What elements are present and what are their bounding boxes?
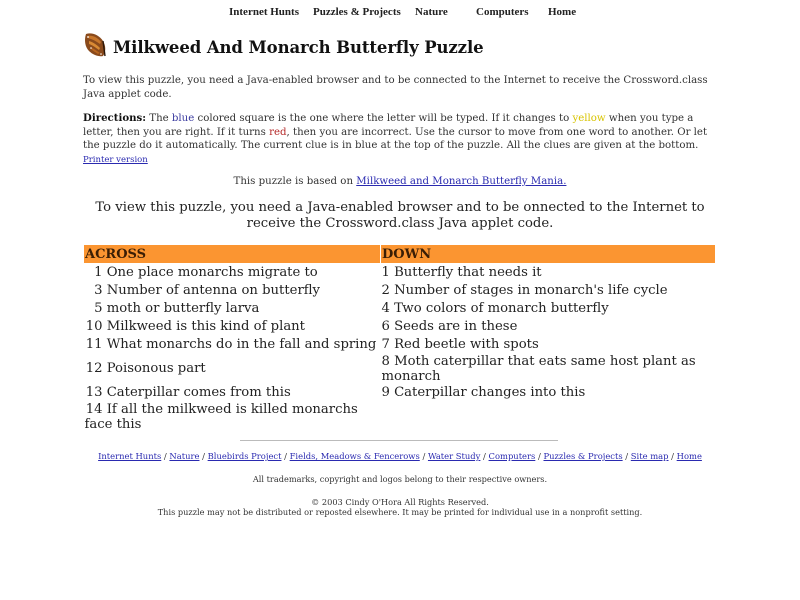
footer-link-computers[interactable]: Computers xyxy=(488,451,536,461)
down-clue: 8 Moth caterpillar that eats same host plant as monarch xyxy=(381,353,696,384)
clue-row xyxy=(84,384,716,402)
footer-link-water-study[interactable]: Water Study xyxy=(427,451,481,461)
directions-text: colored square is the one where the letter will be typed. If it changes to xyxy=(194,113,573,124)
directions-text: The xyxy=(146,113,172,124)
down-clue xyxy=(381,402,716,432)
footer-link-home[interactable]: Home xyxy=(676,451,702,461)
clue-row xyxy=(84,300,716,318)
blue-word: blue xyxy=(171,113,195,124)
page-title: Milkweed And Monarch Butterfly Puzzle xyxy=(113,37,484,57)
directions xyxy=(83,112,723,167)
clue-row xyxy=(84,354,716,384)
directions-text: , then you are incorrect. Use the cursor to move from one word to another. Or let the puzzle do it automatically. The current clue is in blue at the top of the puzzle. All the clues are given at the bottom. xyxy=(83,126,708,151)
footer-link-fields-meadows[interactable]: Fields, Meadows & Fencerows xyxy=(289,451,420,461)
down-clue: 4 Two colors of monarch butterfly xyxy=(381,301,609,316)
copyright-notice: © 2003 Cindy O'Hora All Rights Reserved. xyxy=(311,497,489,507)
nav-nature[interactable]: Nature xyxy=(415,6,448,18)
clues-table xyxy=(83,244,716,432)
based-on xyxy=(0,176,800,187)
footer-link-bluebirds-project[interactable]: Bluebirds Project xyxy=(207,451,282,461)
down-clue: 1 Butterfly that needs it xyxy=(381,265,542,281)
across-clue: 1 One place monarchs migrate to xyxy=(94,265,318,281)
across-clue: 13 Caterpillar comes from this xyxy=(85,385,291,400)
footer-link-nature[interactable]: Nature xyxy=(169,451,200,461)
clue-row xyxy=(84,264,716,282)
source-link[interactable]: Milkweed and Monarch Butterfly Mania. xyxy=(356,176,567,187)
page-header xyxy=(83,32,484,62)
footer-divider xyxy=(240,440,558,441)
across-clue: 10 Milkweed is this kind of plant xyxy=(85,319,305,334)
down-clue: 9 Caterpillar changes into this xyxy=(381,385,586,400)
top-navigation xyxy=(0,6,800,22)
red-word: red xyxy=(269,126,287,138)
across-clue: 11 What monarchs do in the fall and spring xyxy=(85,337,377,352)
down-clue: 6 Seeds are in these xyxy=(381,319,518,334)
nav-puzzles-projects[interactable]: Puzzles & Projects xyxy=(313,6,401,18)
footer-navigation: Internet Hunts / Nature / Bluebirds Project / Fields, Meadows & Fencerows / Water Study / Computers / Puzzles & Projects / Site map / Home xyxy=(98,451,702,461)
distribution-notice: This puzzle may not be distributed or reposted elsewhere. It may be printed for individual use in a nonprofit setting. xyxy=(157,507,643,517)
based-on-text: This puzzle is based on xyxy=(233,176,357,187)
footer-link-site-map[interactable]: Site map xyxy=(630,451,669,461)
yellow-word: yellow xyxy=(572,113,606,124)
printer-version-link[interactable]: Printer version xyxy=(83,154,148,165)
monarch-butterfly-icon xyxy=(83,32,107,58)
nav-computers[interactable]: Computers xyxy=(476,6,529,18)
nav-internet-hunts[interactable]: Internet Hunts xyxy=(229,6,299,18)
across-clue: 14 If all the milkweed is killed monarchs face this xyxy=(84,401,358,432)
clue-row xyxy=(84,336,716,354)
clue-row xyxy=(84,282,716,300)
footer-link-internet-hunts[interactable]: Internet Hunts xyxy=(98,451,162,461)
across-clue: 5 moth or butterfly larva xyxy=(94,301,260,316)
across-clue: 3 Number of antenna on butterfly xyxy=(94,283,321,298)
directions-text: when you type a letter, then you are right. If it turns xyxy=(83,113,694,138)
trademarks-notice: All trademarks, copyright and logos belong to their respective owners. xyxy=(252,474,548,484)
footer-link-puzzles-projects[interactable]: Puzzles & Projects xyxy=(543,451,623,461)
clue-row xyxy=(84,402,716,432)
nav-home[interactable]: Home xyxy=(548,6,577,18)
clue-row xyxy=(84,318,716,336)
applet-placeholder-note: To view this puzzle, you need a Java-enabled browser and to be onnected to the Internet to receive the Crossword.class Java applet code. xyxy=(95,200,705,231)
down-clue: 2 Number of stages in monarch's life cycle xyxy=(381,283,668,298)
down-header: DOWN xyxy=(381,245,716,264)
intro-text: To view this puzzle, you need a Java-enabled browser and to be connected to the Internet to receive the Crossword.class Java applet code. xyxy=(83,75,708,100)
across-clue: 12 Poisonous part xyxy=(85,361,206,376)
directions-label: Directions: xyxy=(83,112,147,124)
down-clue: 7 Red beetle with spots xyxy=(381,337,539,352)
across-header: ACROSS xyxy=(84,245,381,264)
